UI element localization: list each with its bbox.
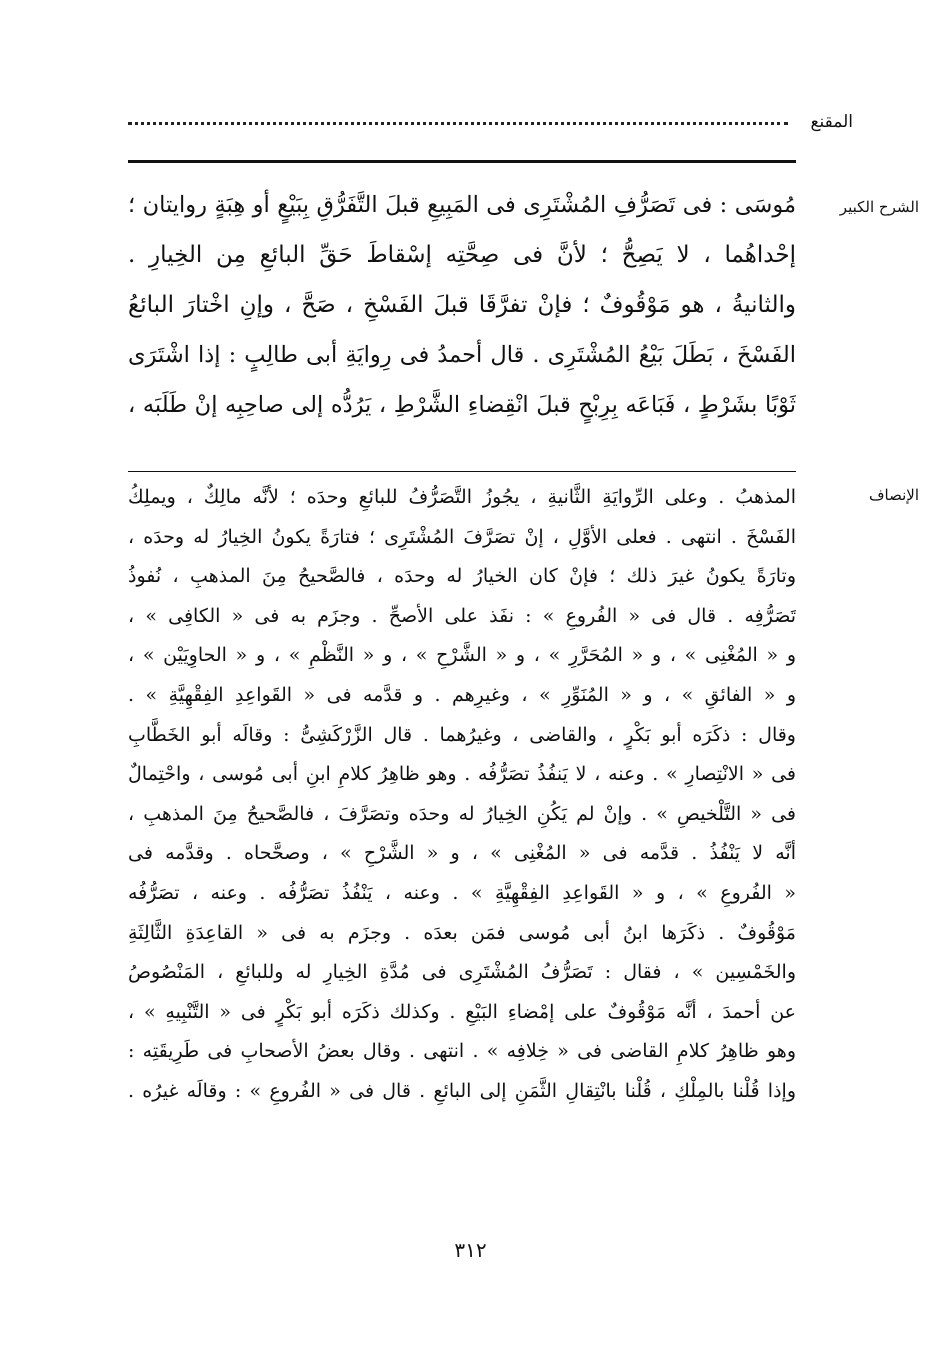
text-line: تَصَرُّفِه . قال فى « الفُروعِ » : نفَذ على الأصحِّ . وجزَم به فى « الكافِى » ، (128, 604, 796, 627)
text-line: والثانيةُ ، هو مَوْقُوفٌ ؛ فإنْ تفرَّقَا قبلَ الفَسْخِ ، صَحَّ ، وإنِ اخْتارَ البائعُ (128, 292, 796, 318)
text-line: أنَّه لا يَنْفُذُ . قدَّمه فى « المُغْنِى » ، و « الشَّرْحِ » ، وصحَّحاه . وقدَّمه فى (128, 842, 796, 865)
text-line: و « المُغْنِى » ، و « المُحَرَّرِ » ، و « الشَّرْحِ » ، و « النَّظْمِ » ، و « الحاوِيَيْن » ، (128, 644, 796, 667)
section-divider (128, 471, 796, 472)
header-dotted-leader (128, 112, 788, 125)
page-number: ٣١٢ (454, 1238, 487, 1262)
text-line: وتارَةً يكونُ غيرَ ذلك ؛ فإنْ كان الخيارُ له وحدَه ، فالصَّحيحُ مِنَ المذهبِ ، نُفوذُ (128, 565, 796, 588)
insaf-text-block (128, 478, 796, 1112)
running-title: المقنع (810, 112, 853, 132)
text-line: « الفُروعِ » ، و « القَواعِدِ الفِقْهِيَّةِ » . وعنه ، يَنْفُذُ تصَرُّفُه . وعنه ، تصَرُّفُه (128, 881, 796, 904)
header-rule (128, 160, 796, 163)
text-line: فى « التَّلْخيصِ » . وإنْ لم يَكُنِ الخِيارُ له وحدَه وتصَرَّفَ ، فالصَّحيحُ مِنَ المذهبِ ، (128, 802, 796, 825)
text-line: وهو ظاهِرُ كلامِ القاضى فى « خِلافِه » . انتهى . وقال بعضُ الأصحابِ فى طَرِيقَتِه : (128, 1040, 796, 1063)
sharh-text-block (128, 180, 796, 430)
text-line: وقال : ذكَرَه أبو بَكْرٍ ، والقاضى ، وغيرُهما . قال الزَّرْكَشِىُّ : وقالَه أبو الخَطَّابِ (128, 723, 796, 746)
text-line: فى « الانْتِصارِ » . وعنه ، لا يَنفُذُ تصَرُّفُه . وهو ظاهِرُ كلامِ ابنِ أبى مُوسى ، واحْتِمالٌ (128, 763, 796, 786)
text-line: الفَسْخَ ، بَطَلَ بَيْعُ المُشْتَرِى . قال أحمدُ فى رِوايَةِ أبى طالِبٍ : إذا اشْتَرَى (128, 342, 796, 368)
text-line: و « الفائقِ » ، و « المُنَوِّرِ » ، وغيرِهم . و قدَّمه فى « القَواعِدِ الفِقْهِيَّةِ » . (128, 683, 796, 706)
text-line: الفَسْخَ . انتهى . فعلى الأوَّلِ ، إنْ تصَرَّفَ المُشْتَرِى ؛ فتارَةً يكونُ الخِيارُ له وحدَه ، (128, 525, 796, 548)
text-line: مُوسَى : فى تَصَرُّفِ المُشْتَرِى فى المَبِيعِ قبلَ التَّفَرُّقِ بِبَيْعٍ أو هِبَةٍ روايتان ؛ (128, 192, 796, 218)
section-label-insaf: الإنصاف (868, 486, 919, 504)
text-line: عن أحمدَ ، أنَّه مَوْقُوفٌ على إمْضاءِ البَيْعِ . وكذلك ذكَرَه أبو بَكْرٍ فى « التَّنْبِيهِ » ، (128, 1000, 796, 1023)
text-line: مَوْقُوفٌ . ذكَرَها ابنُ أبى مُوسى فمَن بعدَه . وجزَم به فى « القاعِدَةِ الثَّالِثَةِ (128, 921, 796, 944)
text-line: وإذا قُلْنا بالمِلْكِ ، قُلْنا بانْتِقالِ الثَّمَنِ إلى البائعِ . قال فى « الفُروعِ » : وقالَه غيرُه . (128, 1079, 796, 1102)
text-line: ثَوْبًا بشَرْطٍ ، فَبَاعَه بِرِبْحٍ قبلَ انْقِضاءِ الشَّرْطِ ، يَرُدُّه إلى صاحِبِه إنْ طَلَبَه ، (128, 392, 796, 418)
section-label-sharh: الشرح الكبير (839, 198, 919, 216)
text-line: والخَمْسِين » ، فقال : تَصَرُّفُ المُشْتَرِى فى مُدَّةِ الخِيارِ له وللبائعِ ، المَنْصُوصُ (128, 961, 796, 984)
text-line: المذهبُ . وعلى الرِّوايَةِ الثَّانيةِ ، يجُوزُ التَّصَرُّفُ للبائعِ وحدَه ؛ لأنَّه مالِكٌ ، ويملِكُ (128, 486, 796, 508)
text-line: إحْداهُما ، لا يَصِحُّ ؛ لأنَّ فى صِحَّتِه إسْقاطَ حَقِّ البائعِ مِن الخِيارِ . (128, 242, 796, 268)
